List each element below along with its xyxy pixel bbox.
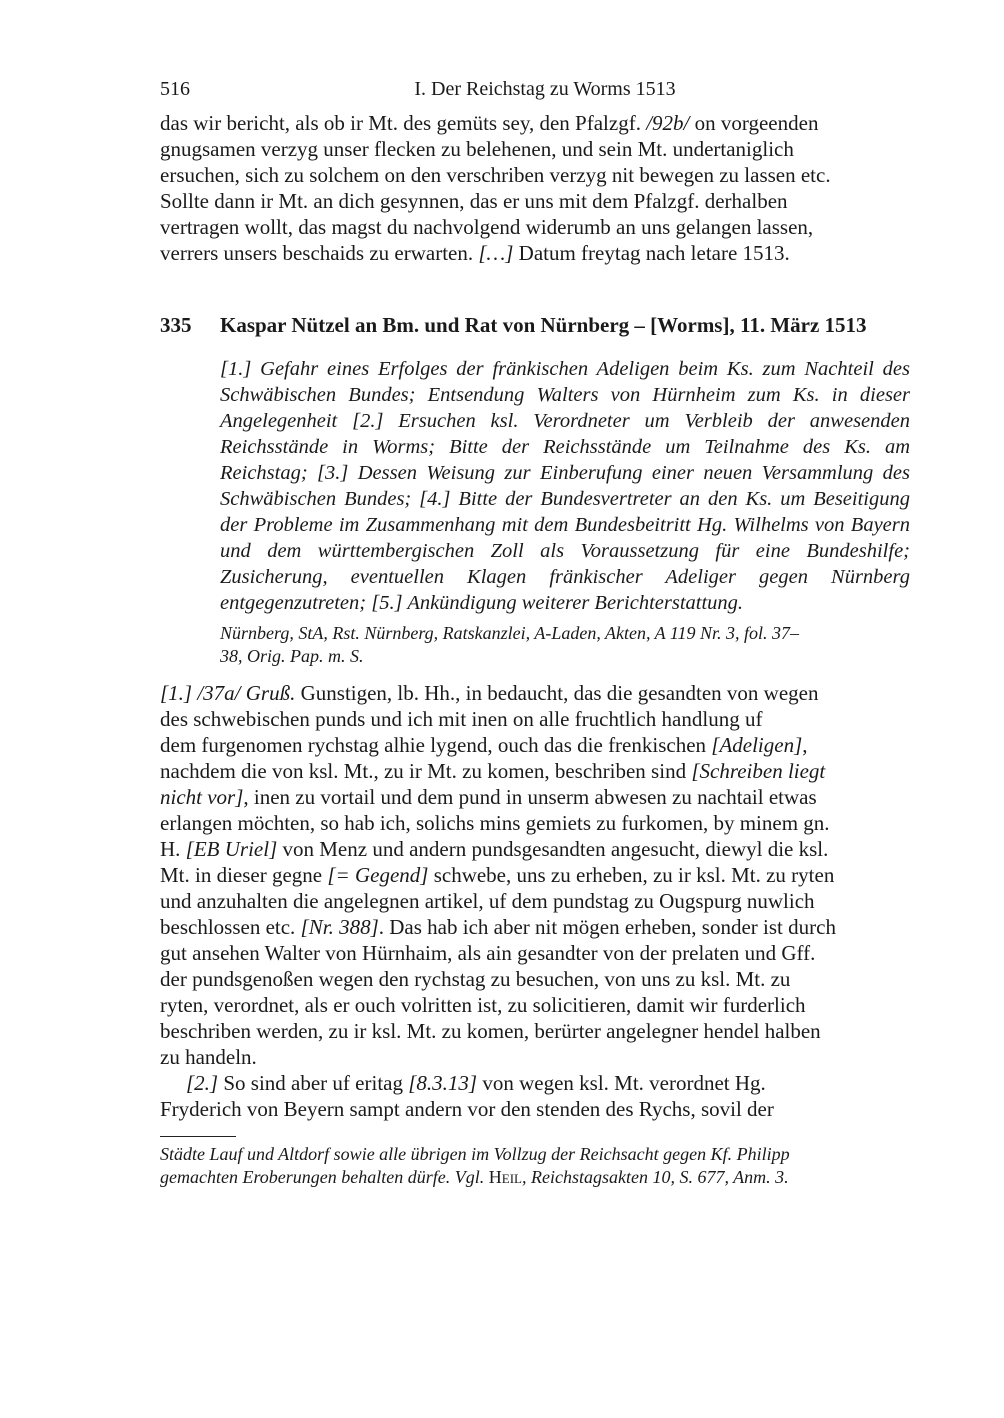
intro-paragraph <box>160 110 910 266</box>
intro-text: das wir bericht, als ob ir Mt. des gemüts sey, den Pfalzgf. <box>160 111 647 135</box>
folio-ref: /92b/ <box>646 111 690 135</box>
section-ref: [2.] <box>186 1071 219 1095</box>
footnote-author: Heil <box>488 1167 522 1187</box>
footnote-divider <box>160 1136 236 1137</box>
source-citation: Nürnberg, StA, Rst. Nürnberg, Ratskanzlei, A-Laden, Akten, A 119 Nr. 3, fol. 37– 38, Orig. Pap. m. S. <box>220 623 799 666</box>
body-text: , nachdem die von ksl. Mt., zu ir Mt. zu komen, beschriben sind <box>160 733 808 783</box>
editorial-note: [= Gegend] <box>327 863 429 887</box>
running-head: I. Der Reichstag zu Worms 1513 <box>414 78 676 100</box>
section-ref: [1.] /37a/ Gruß. <box>160 681 296 705</box>
body-paragraph <box>160 680 910 1070</box>
body-text: von Menz und andern pundsgesandten angesucht, diewyl die ksl. Mt. in dieser gegne <box>160 837 829 887</box>
editorial-note: [Schreiben liegt nicht vor] <box>160 759 826 809</box>
document-title: Kaspar Nützel an Bm. und Rat von Nürnberg – [Worms], 11. März 1513 <box>220 313 867 337</box>
editorial-note: [Adeligen] <box>711 733 803 757</box>
footnote <box>160 1143 910 1189</box>
footnote-text: Städte Lauf und Altdorf sowie alle übrigen im Vollzug der Reichsacht gegen Kf. Philipp gemachten Eroberungen behalten dürfe. Vgl. <box>160 1144 790 1187</box>
page-header <box>160 78 910 110</box>
editorial-note: [Nr. 388] <box>300 915 379 939</box>
page-number: 516 <box>160 78 190 100</box>
intro-text: on vorgeenden gnugsamen verzyg unser flecken zu belehenen, und sein Mt. undertaniglich ersuchen, sich zu solchem on den verschriben verzyg nit bewegen zu lassen etc. Sollte dann ir Mt. an dich gesynnen, das er uns mit dem Pfalzgf. derhalben vertragen wollt, das magst du nachvolgend widerumb an uns gelangen lassen, verrers unsers beschaids zu erwarten. <box>160 111 831 265</box>
document-number: 335 <box>160 313 192 337</box>
editorial-note: [8.3.13] <box>408 1071 478 1095</box>
regest-summary: [1.] Gefahr eines Erfolges der fränkischen Adeligen beim Ks. zum Nachteil des Schwäbischen Bundes; Entsendung Walters von Hürnheim zum Ks. in dieser Angelegenheit [2.] Ersuchen ksl. Verordneter um Verbleib der anwesenden Reichsstände in Worms; Bitte der Reichsstände um Teilnahme des Ks. am Reichstag; [3.] Dessen Weisung zur Einberufung einer neuen Versammlung des Schwäbischen Bundes; [4.] Bitte der Bundesvertreter an den Ks. um Beseitigung der Probleme im Zusammenhang mit dem Bundesbeitritt Hg. Wilhelms von Bayern und dem württembergischen Zoll als Voraussetzung für eine Bundeshilfe; Zusicherung, eventuellen Klagen fränkischer Adeliger gegen Nürnberg entgegenzutreten; [5.] Ankündigung weiterer Berichterstattung. <box>220 358 910 614</box>
body-text: , inen zu vortail und dem pund in unserm abwesen zu nachtail etwas erlangen möchten, so hab ich, solichs mins gemiets zu furkomen, by minem gn. H. <box>160 785 830 861</box>
editorial-note: [EB Uriel] <box>185 837 278 861</box>
ellipsis: […] <box>478 241 514 265</box>
document-page <box>160 78 910 1189</box>
body-text: von wegen ksl. Mt. verordnet Hg. Fryderich von Beyern sampt andern vor den stenden des Rychs, sovil der <box>160 1071 774 1121</box>
footnote-text: , Reichstagsakten 10, S. 677, Anm. 3. <box>521 1167 789 1187</box>
body-text: . Das hab ich aber nit mögen erheben, sonder ist durch gut ansehen Walter von Hürnhaim, als ain gesandter von der prelaten und Gff. der pundsgenoßen wegen den rychstag zu besuchen, von uns zu ksl. Mt. zu ryten, verordnet, als er ouch volritten ist, zu solicitieren, damit wir furderlich beschriben werden, zu ir ksl. Mt. zu komen, berürter angelegner hendel halben zu handeln. <box>160 915 836 1069</box>
body-paragraph <box>160 1070 910 1122</box>
body-text: schwebe, uns zu erheben, zu ir ksl. Mt. zu ryten und anzuhalten die angelegnen artikel, uf dem pundstag zu Ougspurg nuwlich beschlossen etc. <box>160 863 835 939</box>
intro-text: Datum freytag nach letare 1513. <box>513 241 790 265</box>
body-text: Gunstigen, lb. Hh., in bedaucht, das die gesandten von wegen des schwebischen punds und ich mit inen on alle fruchtlich handlung uf dem furgenomen rychstag alhie lygend, ouch das die frenkischen <box>160 681 819 757</box>
body-text: So sind aber uf eritag <box>218 1071 409 1095</box>
document-heading <box>160 312 910 338</box>
